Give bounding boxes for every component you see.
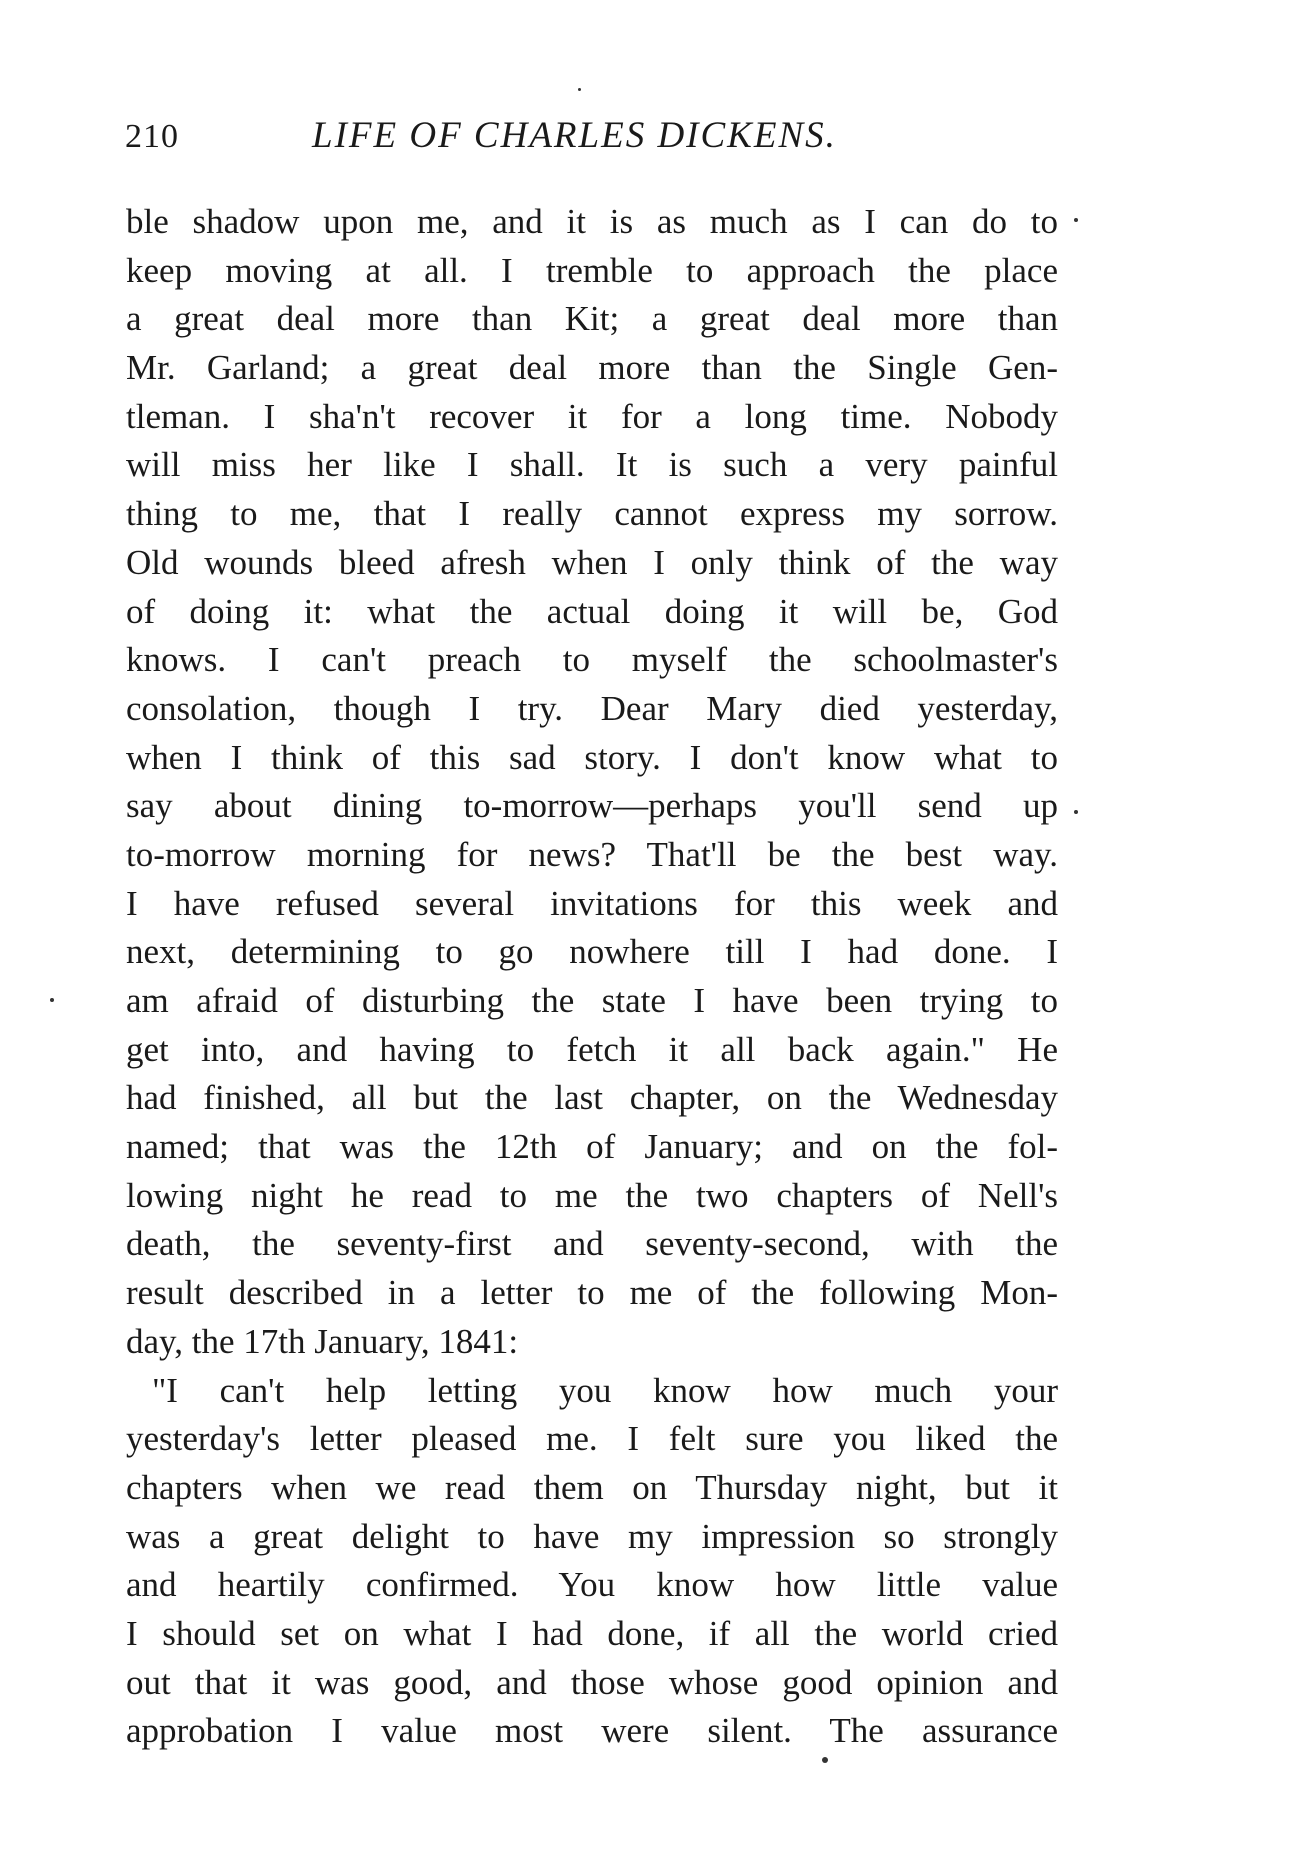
text-line: had finished, all but the last chapter, on the Wednesday xyxy=(126,1078,1058,1118)
text-line: get into, and having to fetch it all back again." He xyxy=(126,1029,1058,1069)
text-line: chapters when we read them on Thursday night, but it xyxy=(126,1467,1058,1507)
text-line: consolation, though I try. Dear Mary died yesterday, xyxy=(126,688,1058,728)
running-head: LIFE OF CHARLES DICKENS. xyxy=(312,115,837,156)
text-line: Mr. Garland; a great deal more than the Single Gen- xyxy=(126,348,1058,388)
text-line: was a great delight to have my impression so strongly xyxy=(126,1516,1058,1556)
text-line: yesterday's letter pleased me. I felt sure you liked the xyxy=(126,1419,1058,1459)
page-number: 210 xyxy=(125,118,179,155)
text-line: death, the seventy-first and seventy-second, with the xyxy=(126,1224,1058,1264)
text-line: knows. I can't preach to myself the schoolmaster's xyxy=(126,640,1058,680)
print-speck xyxy=(578,88,581,91)
print-speck xyxy=(50,998,54,1002)
text-line: approbation I value most were silent. The assurance xyxy=(126,1711,1058,1751)
body-text xyxy=(126,198,1058,1756)
text-line: and heartily confirmed. You know how little value xyxy=(126,1565,1058,1605)
text-line: will miss her like I shall. It is such a very painful xyxy=(126,445,1058,485)
text-line: lowing night he read to me the two chapters of Nell's xyxy=(126,1175,1058,1215)
text-line: ble shadow upon me, and it is as much as I can do to xyxy=(126,202,1058,241)
print-speck xyxy=(1074,218,1078,222)
print-speck xyxy=(822,1757,828,1763)
text-line: to-morrow morning for news? That'll be the best way. xyxy=(126,834,1058,874)
text-line: say about dining to-morrow—perhaps you'll send up xyxy=(126,786,1058,826)
text-line: tleman. I sha'n't recover it for a long time. Nobody xyxy=(126,396,1058,436)
quote-first-line: "I can't help letting you know how much your xyxy=(152,1370,1058,1410)
text-line: Old wounds bleed afresh when I only think of the way xyxy=(126,542,1058,582)
text-line: out that it was good, and those whose good opinion and xyxy=(126,1662,1058,1702)
paragraph-end-line: day, the 17th January, 1841: xyxy=(126,1321,519,1361)
text-line: of doing it: what the actual doing it will be, God xyxy=(126,591,1058,631)
text-line: a great deal more than Kit; a great deal more than xyxy=(126,299,1058,339)
text-line: am afraid of disturbing the state I have been trying to xyxy=(126,981,1058,1020)
text-line: next, determining to go nowhere till I had done. I xyxy=(126,932,1058,972)
text-line: when I think of this sad story. I don't know what to xyxy=(126,737,1058,777)
text-line: keep moving at all. I tremble to approach the place xyxy=(126,250,1058,290)
text-line: named; that was the 12th of January; and on the fol- xyxy=(126,1127,1058,1167)
text-line: I have refused several invitations for this week and xyxy=(126,883,1058,923)
print-speck xyxy=(1074,810,1078,814)
text-line: I should set on what I had done, if all the world cried xyxy=(126,1613,1058,1653)
text-line: thing to me, that I really cannot express my sorrow. xyxy=(126,494,1058,534)
text-line: result described in a letter to me of the following Mon- xyxy=(126,1273,1058,1313)
